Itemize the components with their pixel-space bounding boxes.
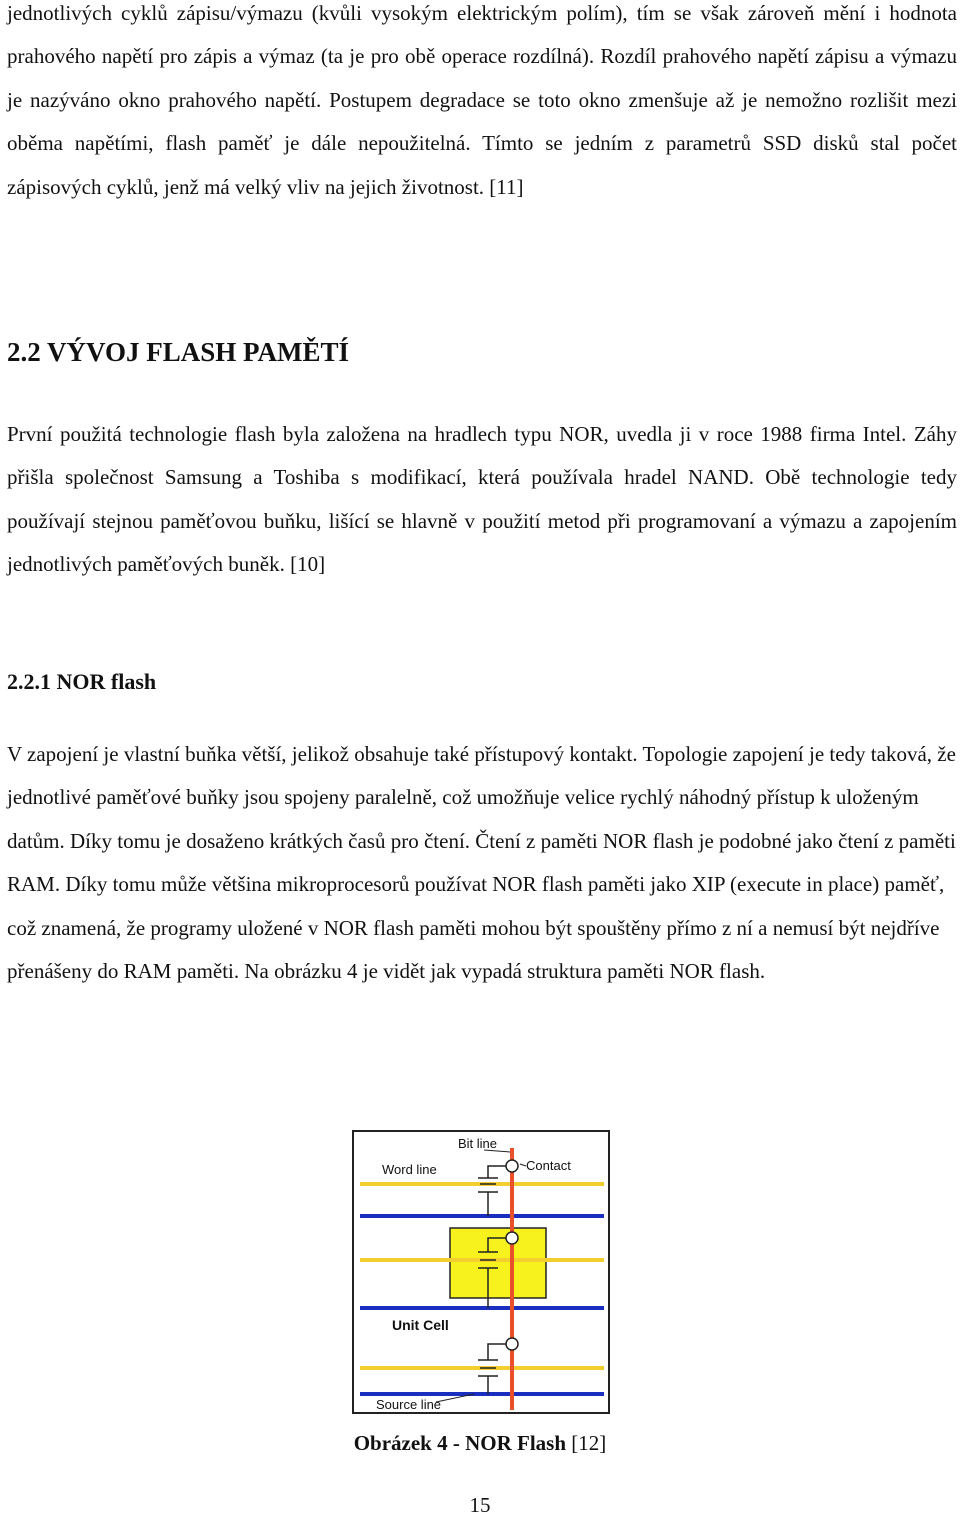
source-line-label: Source line [376, 1397, 442, 1412]
contact-label: Contact [526, 1158, 571, 1173]
nor-flash-figure [352, 1130, 610, 1414]
nor-flash-diagram [354, 1132, 608, 1412]
contact-3 [506, 1338, 518, 1350]
paragraph-threshold-voltage: jednotlivých cyklů zápisu/výmazu (kvůli vysokým elektrickým polím), tím se však zároveň mění i hodnota prahového napětí pro zápis a výmaz (ta je pro obě operace rozdílná). Rozdíl prahového napětí zápisu a výmazu je nazýváno okno prahového napětí. Postupem degradace se toto okno zmenšuje až je nemožno rozlišit mezi oběma napětími, flash paměť je dále nepoužitelná. Tímto se jedním z parametrů SSD disků stal počet zápisových cyklů, jenž má velký vliv na jejich životnost. [11] [7, 1, 957, 199]
paragraph-nor-flash: V zapojení je vlastní buňka větší, jelikož obsahuje také přístupový kontakt. Topologie zapojení je tedy taková, že jednotlivé paměťové buňky jsou spojeny paralelně, což umožňuje velice rychlý náhodný přístup k uloženým datům. Díky tomu je dosaženo krátkých časů pro čtení. Čtení z paměti NOR flash je podobné jako čtení z paměti RAM. Díky tomu může většina mikroprocesorů používat NOR flash paměti jako XIP (execute in place) paměť, což znamená, že programy uložené v NOR flash paměti mohou být spouštěny přímo z ní a nemusí být nejdříve přenášeny do RAM paměti. Na obrázku 4 je vidět jak vypadá struktura paměti NOR flash. [7, 742, 956, 984]
paragraph-flash-history: První použitá technologie flash byla založena na hradlech typu NOR, uvedla ji v roce 1988 firma Intel. Záhy přišla společnost Samsung a Toshiba s modifikací, která používala hradel NAND. Obě technologie tedy používají stejnou paměťovou buňku, lišící se hlavně v použití metod při programovaní a výmazu a zapojením jednotlivých paměťových buněk. [10] [7, 422, 957, 577]
transistor-3 [478, 1360, 498, 1376]
caption-reference: [12] [566, 1431, 607, 1455]
page-number: 15 [469, 1493, 491, 1517]
figure-caption [0, 1428, 960, 1458]
bit-line-label: Bit line [458, 1136, 498, 1151]
subsection-heading: 2.2.1 NOR flash [7, 669, 157, 694]
caption-title: Obrázek 4 - NOR Flash [353, 1431, 567, 1455]
word-line-label: Word line [382, 1162, 437, 1177]
unit-cell-label: Unit Cell [392, 1317, 449, 1333]
contact-2 [506, 1232, 518, 1244]
section-heading: 2.2 VÝVOJ FLASH PAMĚTÍ [7, 337, 349, 367]
contact-1 [506, 1160, 518, 1172]
